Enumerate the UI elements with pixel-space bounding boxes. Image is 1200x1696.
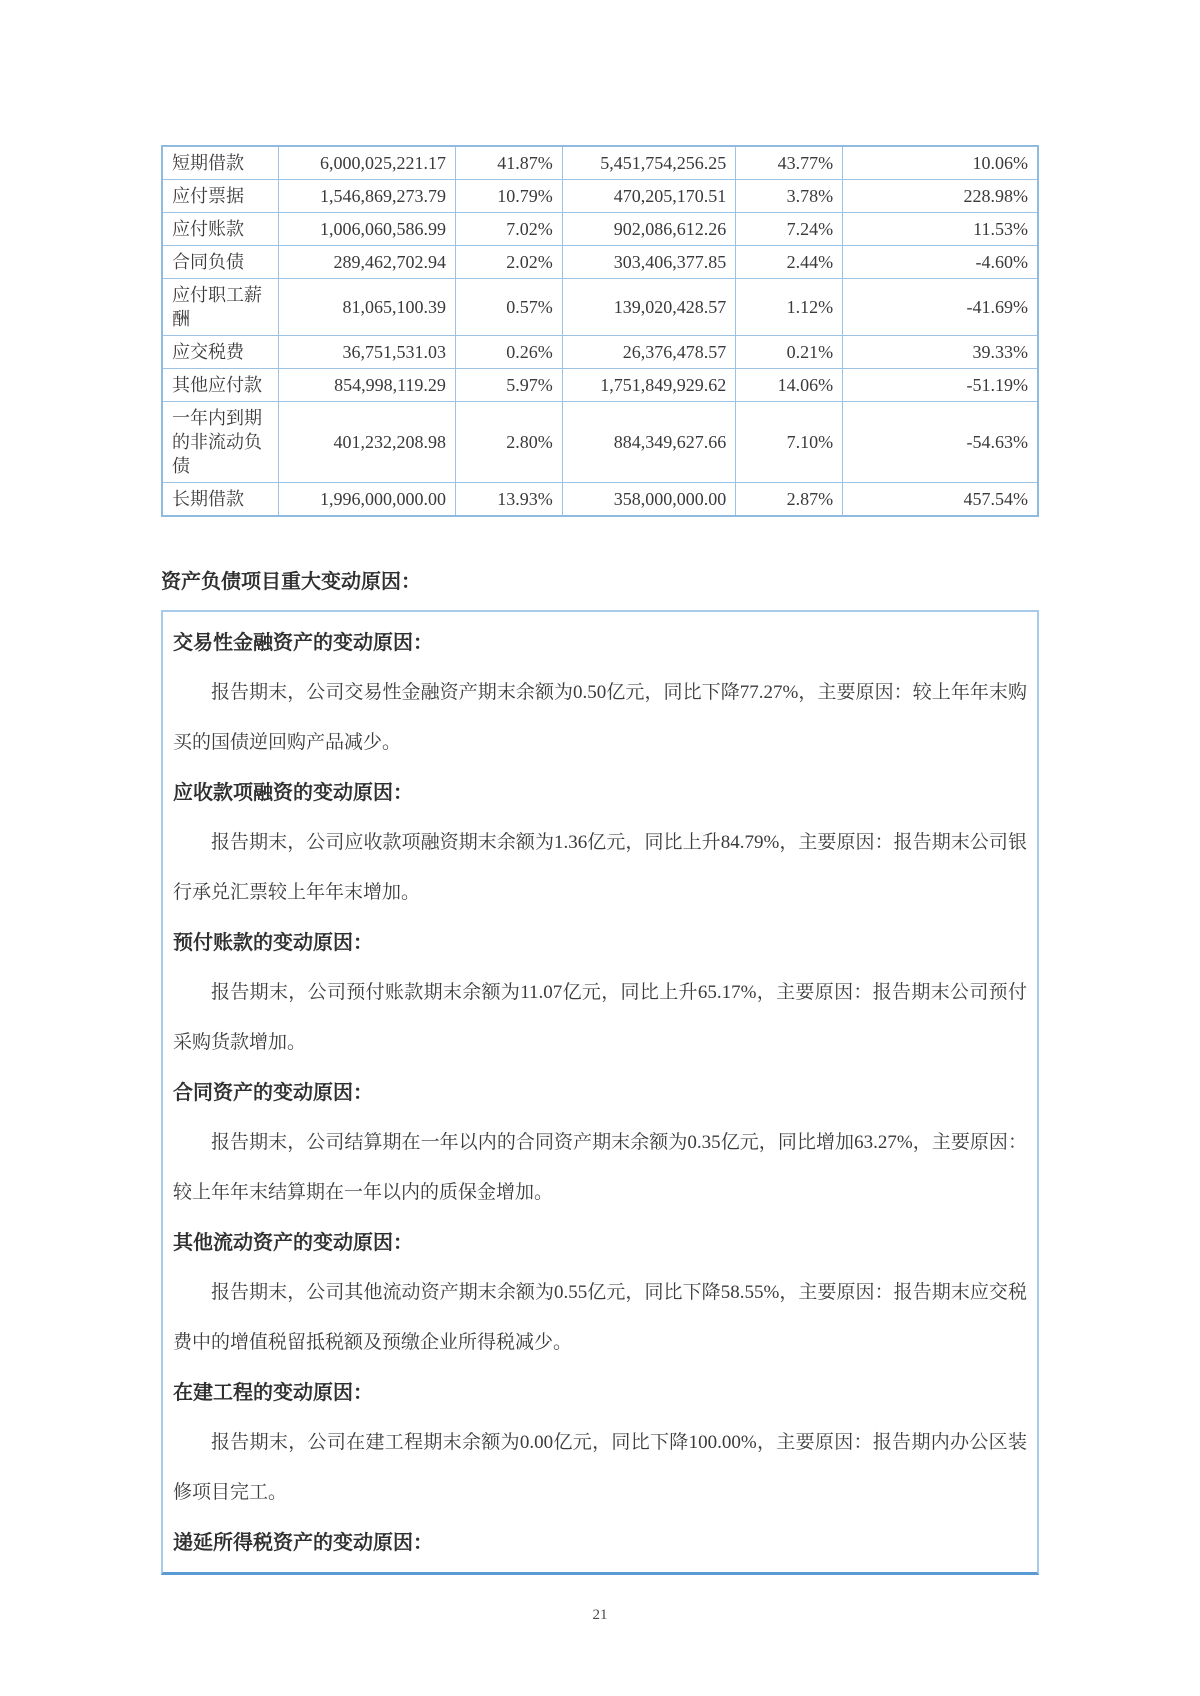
begin-amount-cell: 470,205,170.51	[562, 180, 735, 213]
begin-amount-cell: 5,451,754,256.25	[562, 146, 735, 180]
reason-title: 合同资产的变动原因：	[173, 1082, 373, 1104]
table-row	[162, 279, 1038, 336]
row-label: 应付票据	[162, 180, 279, 213]
reason-body: 报告期末，公司其他流动资产期末余额为0.55亿元，同比下降58.55%，主要原因：报告期末应交税费中的增值税留抵税额及预缴企业所得税减少。	[173, 1282, 1027, 1353]
begin-amount-cell: 139,020,428.57	[562, 279, 735, 336]
begin-pct-cell: 2.44%	[736, 246, 843, 279]
change-pct-cell: 11.53%	[843, 213, 1038, 246]
begin-pct-cell: 7.24%	[736, 213, 843, 246]
end-amount-cell: 6,000,025,221.17	[279, 146, 456, 180]
reason-section	[173, 918, 1027, 1068]
reason-title: 递延所得税资产的变动原因：	[173, 1532, 433, 1554]
end-amount-cell: 36,751,531.03	[279, 336, 456, 369]
row-label: 应交税费	[162, 336, 279, 369]
table-row	[162, 402, 1038, 483]
begin-pct-cell: 7.10%	[736, 402, 843, 483]
reason-section	[173, 768, 1027, 918]
end-pct-cell: 41.87%	[455, 146, 562, 180]
table-row	[162, 213, 1038, 246]
end-amount-cell: 1,546,869,273.79	[279, 180, 456, 213]
end-amount-cell: 854,998,119.29	[279, 369, 456, 402]
change-pct-cell: -51.19%	[843, 369, 1038, 402]
begin-amount-cell: 358,000,000.00	[562, 483, 735, 517]
begin-amount-cell: 1,751,849,929.62	[562, 369, 735, 402]
reason-section	[173, 1518, 1027, 1568]
end-pct-cell: 2.02%	[455, 246, 562, 279]
end-pct-cell: 10.79%	[455, 180, 562, 213]
end-pct-cell: 5.97%	[455, 369, 562, 402]
reason-title: 预付账款的变动原因：	[173, 932, 373, 954]
reason-title: 其他流动资产的变动原因：	[173, 1232, 413, 1254]
reason-body: 报告期末，公司预付账款期末余额为11.07亿元，同比上升65.17%，主要原因：报告期末公司预付采购货款增加。	[173, 982, 1027, 1053]
table-row	[162, 146, 1038, 180]
page-number: 21	[592, 1607, 608, 1623]
row-label: 应付职工薪酬	[162, 279, 279, 336]
begin-pct-cell: 0.21%	[736, 336, 843, 369]
begin-amount-cell: 884,349,627.66	[562, 402, 735, 483]
reasons-box	[161, 610, 1039, 1575]
reason-section	[173, 1218, 1027, 1368]
end-pct-cell: 7.02%	[455, 213, 562, 246]
end-pct-cell: 0.57%	[455, 279, 562, 336]
begin-pct-cell: 3.78%	[736, 180, 843, 213]
row-label: 合同负债	[162, 246, 279, 279]
change-pct-cell: -41.69%	[843, 279, 1038, 336]
change-pct-cell: 10.06%	[843, 146, 1038, 180]
reason-title: 交易性金融资产的变动原因：	[173, 632, 433, 654]
row-label: 其他应付款	[162, 369, 279, 402]
change-pct-cell: -54.63%	[843, 402, 1038, 483]
change-pct-cell: -4.60%	[843, 246, 1038, 279]
reason-body: 报告期末，公司应收款项融资期末余额为1.36亿元，同比上升84.79%，主要原因：报告期末公司银行承兑汇票较上年年末增加。	[173, 832, 1027, 903]
row-label: 长期借款	[162, 483, 279, 517]
reason-body: 报告期末，公司在建工程期末余额为0.00亿元，同比下降100.00%，主要原因：报告期内办公区装修项目完工。	[173, 1432, 1027, 1503]
reason-section	[173, 1068, 1027, 1218]
row-label: 应付账款	[162, 213, 279, 246]
row-label: 一年内到期的非流动负债	[162, 402, 279, 483]
reason-title: 在建工程的变动原因：	[173, 1382, 373, 1404]
document-page	[161, 0, 1039, 1624]
reason-section	[173, 1368, 1027, 1518]
table-row	[162, 180, 1038, 213]
end-amount-cell: 1,006,060,586.99	[279, 213, 456, 246]
begin-pct-cell: 2.87%	[736, 483, 843, 517]
end-amount-cell: 1,996,000,000.00	[279, 483, 456, 517]
end-amount-cell: 289,462,702.94	[279, 246, 456, 279]
begin-amount-cell: 26,376,478.57	[562, 336, 735, 369]
change-pct-cell: 39.33%	[843, 336, 1038, 369]
reason-body: 报告期末，公司交易性金融资产期末余额为0.50亿元，同比下降77.27%，主要原因：较上年年末购买的国债逆回购产品减少。	[173, 682, 1027, 753]
reason-body: 报告期末，公司结算期在一年以内的合同资产期末余额为0.35亿元，同比增加63.27%，主要原因：较上年年末结算期在一年以内的质保金增加。	[173, 1132, 1027, 1203]
end-pct-cell: 0.26%	[455, 336, 562, 369]
section-heading: 资产负债项目重大变动原因：	[161, 571, 421, 593]
liabilities-change-table	[161, 145, 1039, 517]
end-pct-cell: 13.93%	[455, 483, 562, 517]
end-amount-cell: 401,232,208.98	[279, 402, 456, 483]
table-row	[162, 246, 1038, 279]
change-pct-cell: 457.54%	[843, 483, 1038, 517]
end-amount-cell: 81,065,100.39	[279, 279, 456, 336]
begin-amount-cell: 303,406,377.85	[562, 246, 735, 279]
begin-pct-cell: 1.12%	[736, 279, 843, 336]
begin-amount-cell: 902,086,612.26	[562, 213, 735, 246]
table-row	[162, 336, 1038, 369]
begin-pct-cell: 43.77%	[736, 146, 843, 180]
reason-section	[173, 618, 1027, 768]
change-pct-cell: 228.98%	[843, 180, 1038, 213]
table-row	[162, 369, 1038, 402]
table-row	[162, 483, 1038, 517]
end-pct-cell: 2.80%	[455, 402, 562, 483]
reason-title: 应收款项融资的变动原因：	[173, 782, 413, 804]
begin-pct-cell: 14.06%	[736, 369, 843, 402]
row-label: 短期借款	[162, 146, 279, 180]
